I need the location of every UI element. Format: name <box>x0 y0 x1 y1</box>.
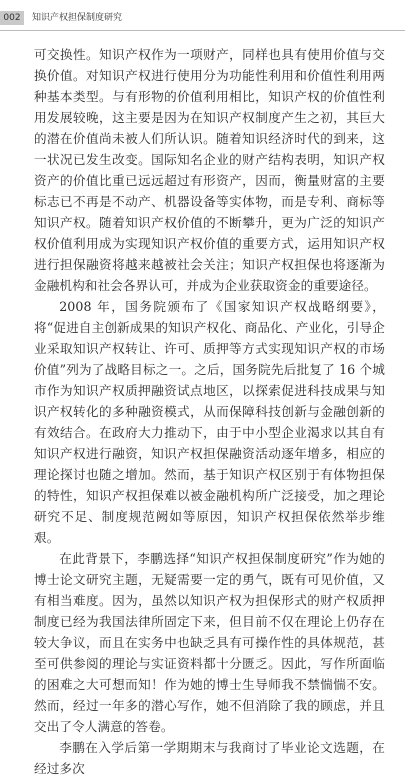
header-rule <box>0 30 405 31</box>
paragraph-2: 2008 年，国务院颁布了《国家知识产权战略纲要》，将“促进自主创新成果的知识产权化、商品化、产业化，引导企业采取知识产权转让、许可、质押等方式实现知识产权的市场价值”列为了战略目标之一。之后，国务院先后批复了 16 个城市作为知识产权质押融资试点地区，以探索促进科技成果与知识产权转化的多种融资模式，从而保障科技创新与金融创新的有效结合。在政府大力推动下，由于中小型企业渴求以其自有知识产权进行融资，知识产权担保融资活动逐年增多，相应的理论探讨也随之增加。然而，基于知识产权区别于有体物担保的特性，知识产权担保难以被金融机构所广泛接受，加之理论研究不足、制度规范阙如等原因，知识产权担保依然举步维艰。 <box>34 299 385 545</box>
body-text <box>34 44 385 779</box>
paragraph-3: 在此背景下，李鹏选择“知识产权担保制度研究”作为她的博士论文研究主题，无疑需要一定的勇气，既有可见价值，又有相当难度。因为，虽然以知识产权为担保形式的财产权质押制度已经为我国法律所固定下来，但目前不仅在理论上仍存在较大争议，而且在实务中也缺乏具有可操作性的具体规范，甚至可供参阅的理论与实证资料都十分匮乏。因此，写作所面临的困难之大可想而知！作为她的博士生导师我不禁惴惴不安。然而，经过一年多的潜心写作，她不但消除了我的顾虑，并且交出了令人满意的答卷。 <box>34 551 385 734</box>
page-header <box>0 0 405 30</box>
paragraph-4: 李鹏在入学后第一学期期末与我商讨了毕业论文选题，在经过多次 <box>34 740 385 776</box>
running-title: 知识产权担保制度研究 <box>32 13 123 23</box>
page-number: 002 <box>0 11 24 25</box>
paragraph-1: 可交换性。知识产权作为一项财产，同样也具有使用价值与交换价值。对知识产权进行使用分为功能性利用和价值性利用两种基本类型。与有形物的价值利用相比，知识产权的价值性利用发展较晚，这主要是因为在知识产权制度产生之初，其巨大的潜在价值尚未被人们所认识。随着知识经济时代的到来，这一状况已发生改变。国际知名企业的财产结构表明，知识产权资产的价值比重已远远超过有形资产，因而，衡量财富的主要标志已不再是不动产、机器设备等实体物，而是专利、商标等知识产权。随着知识产权价值的不断攀升，更为广泛的知识产权价值利用成为实现知识产权价值的重要方式，运用知识产权进行担保融资将越来越被社会关注；知识产权担保也将逐渐为金融机构和社会各界认可，并成为企业获取资金的重要途径。 <box>34 47 385 293</box>
